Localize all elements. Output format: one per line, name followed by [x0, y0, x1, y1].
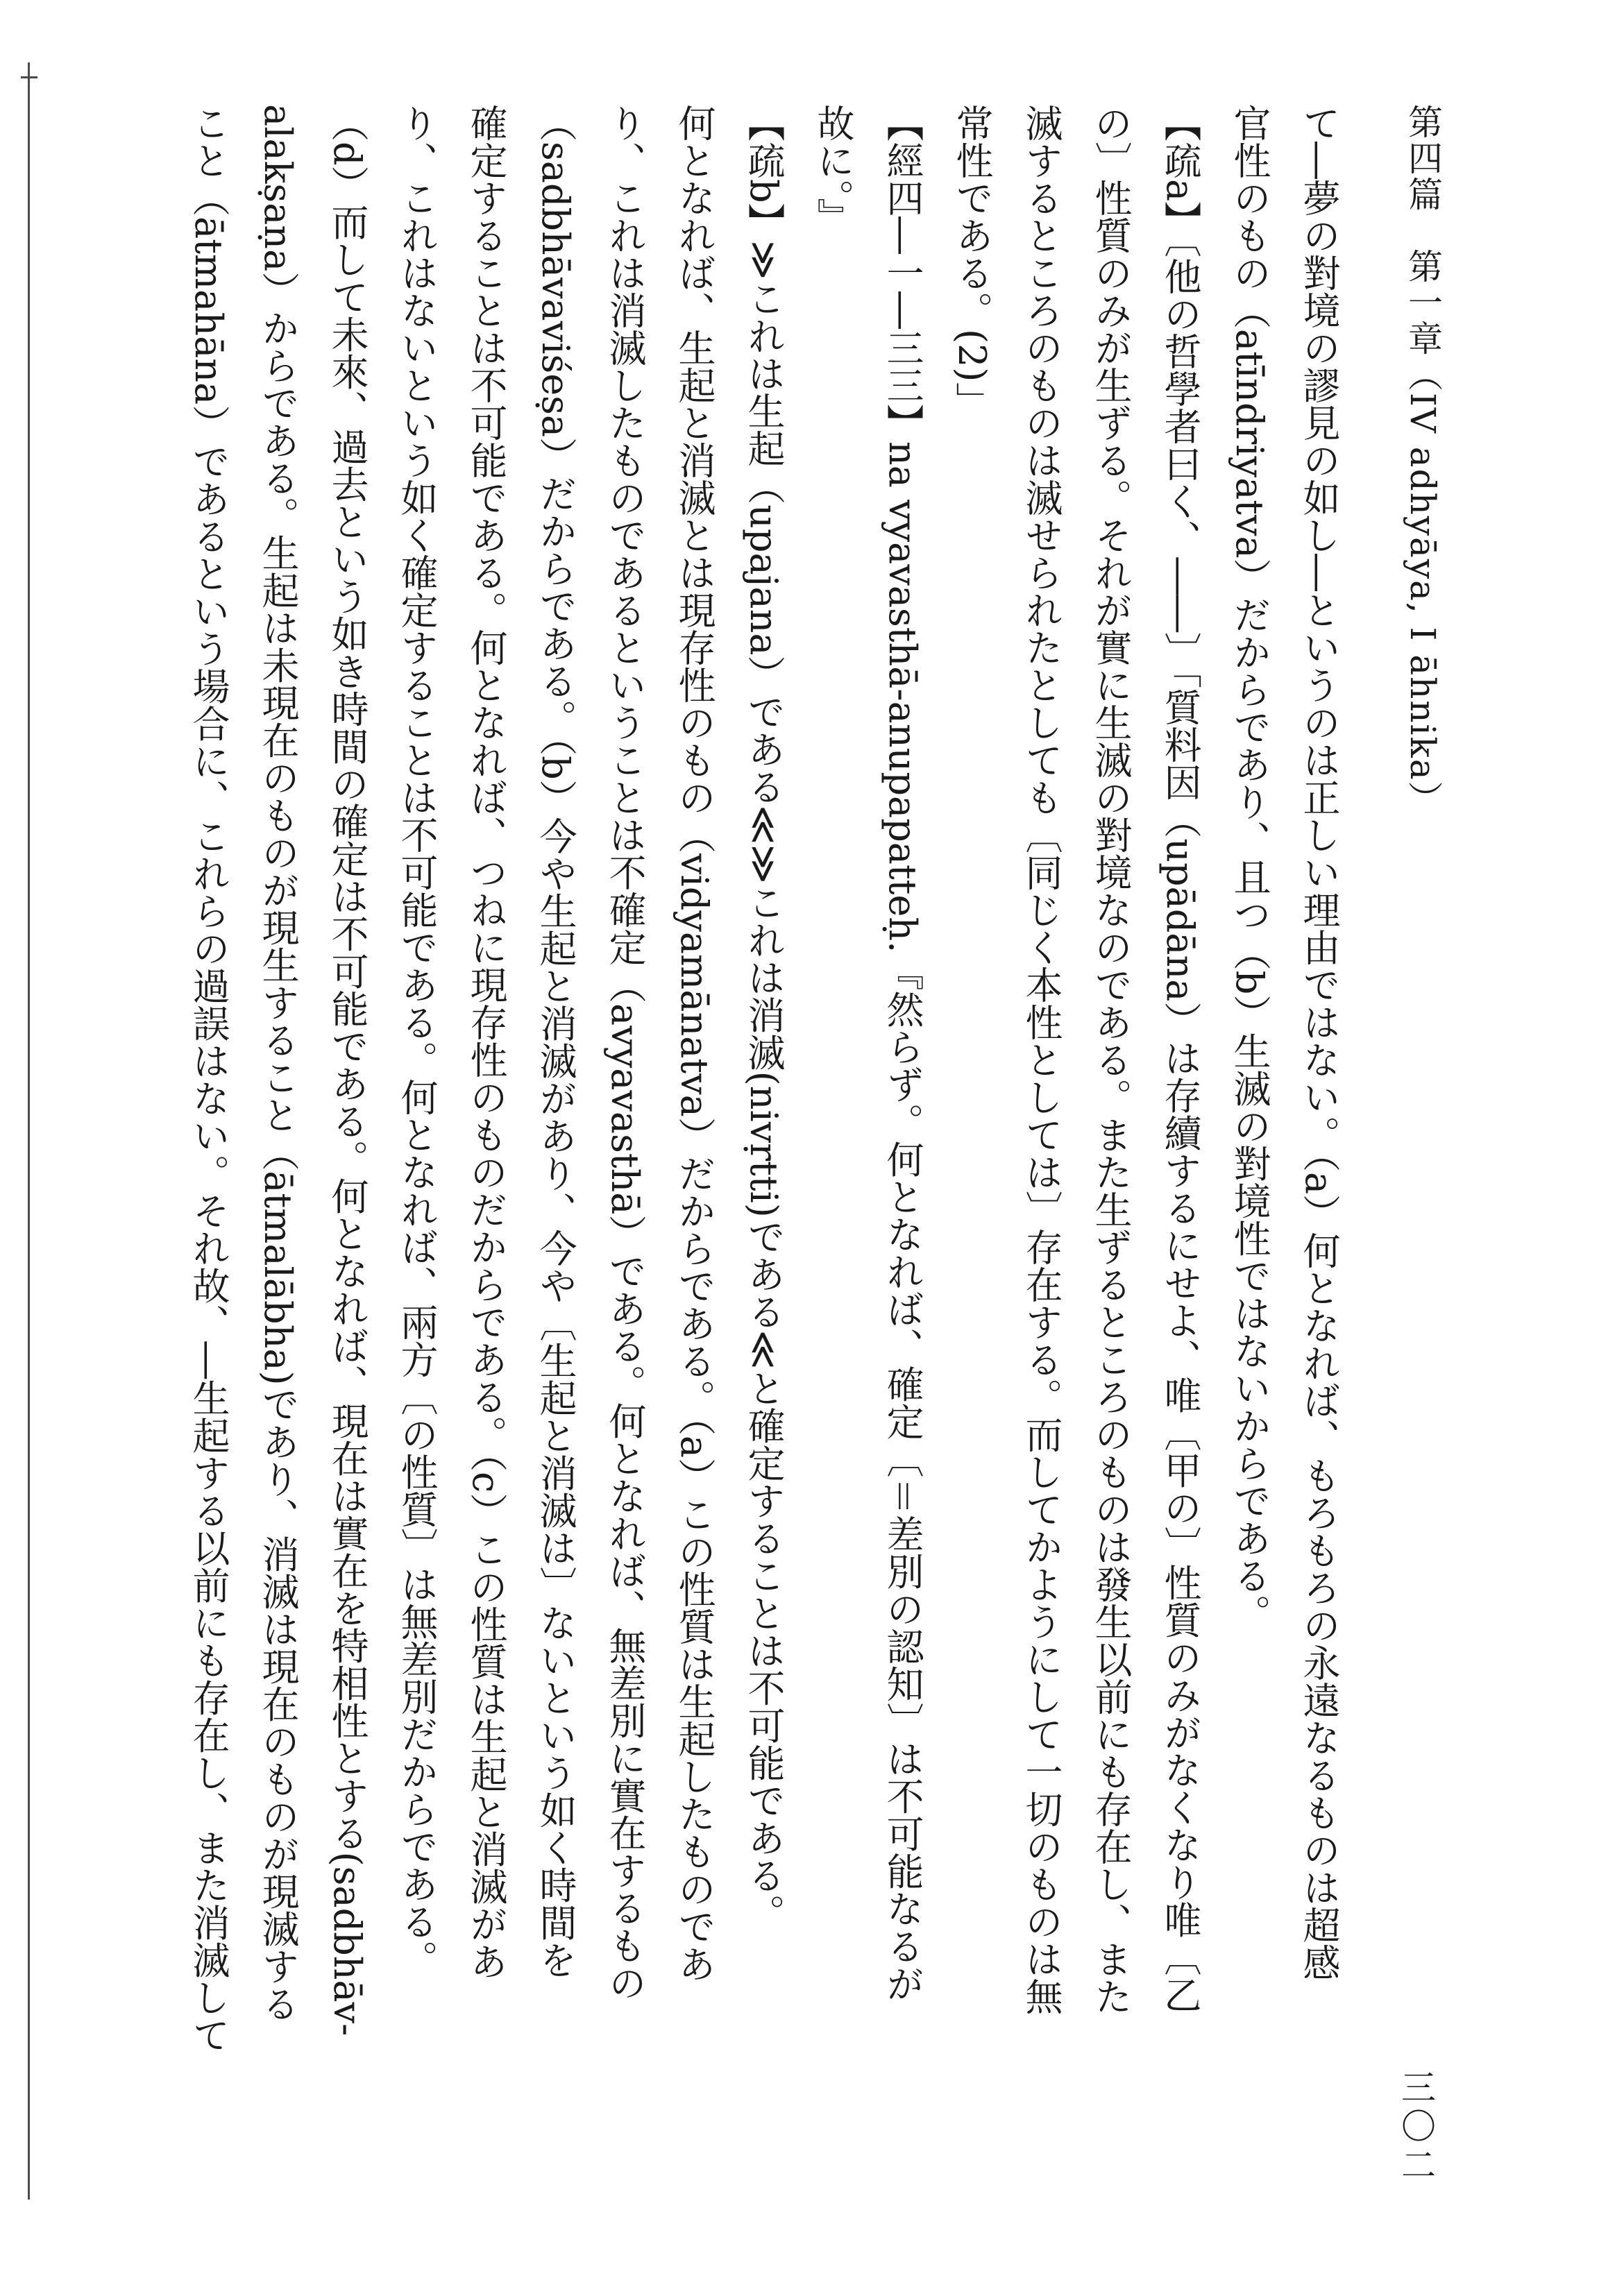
text-line: 滅するところのものは滅せられたとしても〔同じく本性としては〕存在する。而してかようにして一切のものは無 [1020, 104, 1063, 2015]
running-head: 第四篇 第一章（IV adhyāya, I āhnika） [1403, 104, 1443, 817]
text-line: alakṣaṇa）からである。生起は未現在のものが現生すること（ātmalābha)であり、消滅は現在のものが現滅する [256, 104, 300, 2023]
text-line: り、これはないという如く確定することは不可能である。何となれば、兩方〔の性質〕は無差別だからである。 [395, 104, 439, 1978]
text-line: 常性である。(2)」 [950, 104, 994, 420]
text-line: て―夢の對境の謬見の如し―というのは正しい理由ではない。（a）何となれば、もろもろの永遠なるものは超感 [1297, 104, 1341, 1982]
page-number: 三〇二 [1396, 2069, 1436, 2186]
text-line: 故に。』 [811, 104, 855, 235]
text-line: （sadbhāvaviśeṣa）だからである。（b）今や生起と消滅があり、今や〔生起と消滅は〕ないという如く時間を [534, 104, 577, 1979]
text-line: り、これは消滅したものであるということは不確定（avyavasthā）である。何となれば、無差別に實在するもの [603, 104, 647, 2002]
text-line: （d）而して未來、過去という如き時間の確定は不可能である。何となれば、現在は實在を特相性とする(sadbhāv- [325, 104, 369, 2036]
page-body [14, 104, 1353, 2179]
text-line: 官性のもの（atīndriyatva）だからであり、且つ（b）生滅の對境性ではないからである。 [1228, 104, 1271, 1632]
text-line: 何となれば、生起と消滅とは現存性のもの（vidyamānatva）だからである。（a）この性質は生起したものであ [673, 104, 716, 1983]
text-line: 確定することは不可能である。何となれば、つねに現存性のものだからである。（c）この性質は生起と消滅があ [464, 104, 508, 1980]
text-block [174, 104, 1353, 2179]
text-line: の〕性質のみが生ずる。それが實に生滅の對境なのである。また生ずるところのものは發生以前にも存在し、また [1089, 104, 1133, 2015]
margin-tick [21, 76, 37, 78]
page-header [1381, 104, 1457, 2186]
text-line: 【疏a】〔他の哲學者曰く、――〕「質料因（upādāna）は存續するにせよ、唯〔甲の〕性質のみがなくなり唯〔乙 [1158, 104, 1202, 2014]
text-line: こと（ātmahāna）であるという場合に、これらの過誤はない。それ故、―生起する以前にも存在し、また消滅して [187, 104, 230, 2054]
text-line: 【疏b】≫これは生起（upajana）である≪≫これは消滅(nivṛtti)である≪と確定することは不可能である。 [742, 104, 786, 1932]
text-line: 【經四―一―三三】na vyavasthā-anupapatteḥ.『然らず。何となれば、確定〔＝差別の認知〕は不可能なるが [881, 104, 924, 2002]
